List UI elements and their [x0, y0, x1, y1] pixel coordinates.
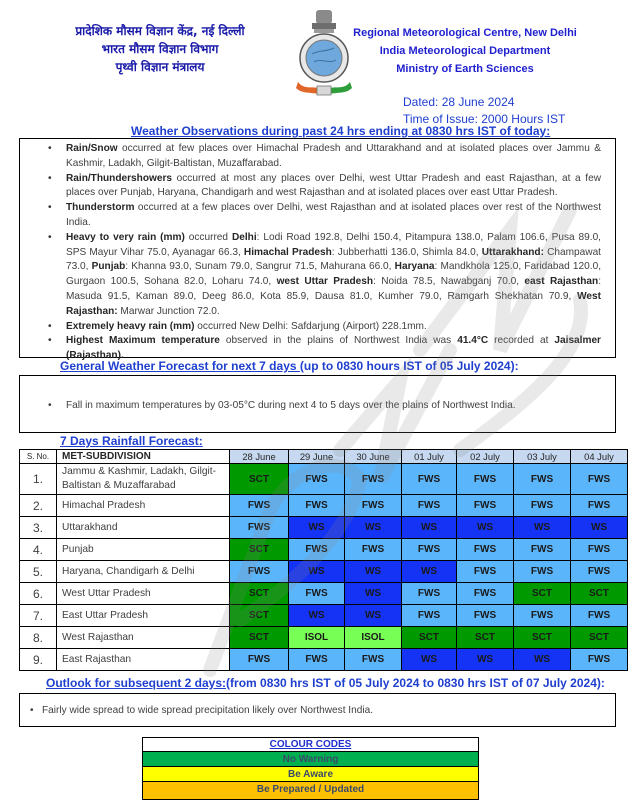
region-label: Himachal Pradesh [243, 246, 332, 258]
station-values: Noida 78.5, Nawabganj 70.0, [381, 276, 525, 288]
max-temperature-station: Jaisalmer (Rajasthan). [66, 335, 601, 362]
observations-box [19, 138, 616, 362]
table-row [20, 539, 628, 561]
english-line-2: India Meteorological Department [379, 45, 551, 57]
row-sno: 1. [20, 464, 57, 495]
forecast-cell: WS [514, 649, 571, 671]
outlook-box [19, 693, 616, 727]
forecast-cell: ISOL [289, 627, 345, 649]
legend-be-prepared: Be Prepared / Updated [143, 782, 478, 799]
forecast-box [19, 375, 616, 433]
forecast-cell: FWS [345, 649, 402, 671]
forecast-cell: FWS [571, 649, 628, 671]
observation-text: occurred [184, 231, 232, 243]
region-label: Punjab [91, 261, 126, 273]
observation-label: Heavy to very rain (mm) [66, 231, 185, 243]
forecast-cell: FWS [289, 649, 345, 671]
row-subdivision: East Uttar Pradesh [57, 605, 230, 627]
separator: : [373, 276, 382, 288]
row-sno: 7. [20, 605, 57, 627]
table-row [20, 495, 628, 517]
rainfall-table-body [20, 464, 628, 671]
forecast-cell: FWS [289, 495, 345, 517]
outlook-title [46, 676, 605, 690]
forecast-cell: FWS [571, 605, 628, 627]
forecast-cell: FWS [457, 583, 514, 605]
observation-item [48, 172, 601, 202]
table-row [20, 517, 628, 539]
region-label: Haryana [394, 261, 435, 273]
rainfall-title[interactable] [60, 434, 203, 448]
forecast-cell: FWS [571, 561, 628, 583]
forecast-cell: WS [345, 583, 402, 605]
forecast-cell: WS [289, 561, 345, 583]
forecast-cell: SCT [402, 627, 457, 649]
separator: : [331, 246, 338, 258]
forecast-cell: FWS [514, 539, 571, 561]
forecast-cell: FWS [230, 649, 289, 671]
header-date: 04 July [571, 450, 628, 464]
separator: : [598, 276, 602, 288]
forecast-item: • Fall in maximum temperatures by 03-05°C during next 4 to 5 days over the plains of Northwest India. [48, 399, 601, 413]
hindi-organisation-name [40, 22, 280, 76]
forecast-cell: FWS [402, 464, 457, 495]
english-organisation-name [340, 24, 590, 78]
forecast-cell: FWS [345, 464, 402, 495]
header-date: 30 June [345, 450, 402, 464]
forecast-cell: SCT [514, 583, 571, 605]
observation-text: occurred at most any places over Delhi, west Uttar Pradesh and east Rajasthan, at a few places over Punjab, Haryana, Chandigarh and west Rajasthan and at isolated places over east Uttar Pradesh. [66, 172, 601, 199]
observation-item [48, 142, 601, 172]
forecast-cell: WS [402, 561, 457, 583]
observation-label: Extremely heavy rain (mm) [66, 320, 195, 332]
observation-text: occurred at few places over Himachal Pradesh and Uttarakhand and at isolated places over Jammu & Kashmir, Ladakh, Gilgit-Baltistan, Muzaffarabad. [66, 143, 601, 169]
header-date: 02 July [457, 450, 514, 464]
forecast-cell: FWS [571, 539, 628, 561]
forecast-cell: FWS [571, 464, 628, 495]
forecast-cell: ISOL [345, 627, 402, 649]
observation-item [48, 320, 601, 335]
region-label: Delhi [231, 231, 257, 243]
header-date: 29 June [289, 450, 345, 464]
forecast-cell: SCT [514, 627, 571, 649]
forecast-cell: WS [457, 649, 514, 671]
row-sno: 4. [20, 539, 57, 561]
observation-item [48, 201, 601, 231]
forecast-cell: FWS [514, 561, 571, 583]
table-header-row [20, 450, 628, 464]
row-sno: 2. [20, 495, 57, 517]
table-row [20, 605, 628, 627]
row-subdivision: Himachal Pradesh [57, 495, 230, 517]
forecast-cell: FWS [289, 583, 345, 605]
station-values: Mandkhola 125.0, Faridabad 120.0, Gurgaon 100.5, Sohana 82.0, Loharu 74.0, [66, 261, 601, 288]
forecast-cell: WS [457, 517, 514, 539]
region-label: Uttarakhand: [481, 246, 544, 258]
forecast-cell: SCT [571, 627, 628, 649]
forecast-cell: FWS [514, 464, 571, 495]
row-sno: 8. [20, 627, 57, 649]
row-subdivision: Punjab [57, 539, 230, 561]
forecast-title-link[interactable]: General Weather Forecast for next 7 days [60, 359, 300, 373]
row-sno: 9. [20, 649, 57, 671]
forecast-cell: SCT [230, 464, 289, 495]
forecast-cell: FWS [345, 539, 402, 561]
station-values: Lodi Road 192.8, Delhi 150.4, Pitampura 138.0, Palam 106.6, Pusa 89.0, SPS Mayur Vihar 75.0, Ayanagar 66.3, [66, 231, 601, 258]
forecast-cell: FWS [230, 495, 289, 517]
forecast-title [60, 359, 519, 373]
forecast-cell: WS [345, 561, 402, 583]
forecast-cell: FWS [402, 583, 457, 605]
forecast-cell: FWS [514, 605, 571, 627]
forecast-cell: WS [402, 649, 457, 671]
observation-text: observed in the plains of Northwest India was [219, 335, 458, 347]
forecast-cell: FWS [402, 495, 457, 517]
row-subdivision: East Rajasthan [57, 649, 230, 671]
table-row [20, 561, 628, 583]
observation-text: occurred New Delhi: Safdarjung (Airport) 228.1mm. [194, 320, 427, 332]
forecast-cell: FWS [345, 495, 402, 517]
station-values: Khanna 93.0, Sunam 79.0, Sangrur 71.5, Mahurana 66.0, [131, 261, 395, 273]
row-subdivision: Jammu & Kashmir, Ladakh, Gilgit-Baltistan & Muzaffarabad [57, 464, 230, 495]
observation-label: Highest Maximum temperature [66, 335, 220, 347]
forecast-cell: FWS [402, 605, 457, 627]
row-subdivision: West Uttar Pradesh [57, 583, 230, 605]
station-values: Masuda 91.5, Kaman 89.0, Deeg 86.0, Kota 85.9, Dausa 81.0, Kumher 79.0, Ramgarh Shekhatan 70.9, [66, 290, 578, 302]
region-label: west Uttar Pradesh [276, 276, 374, 288]
legend-no-warning: No Warning [143, 752, 478, 767]
row-sno: 6. [20, 583, 57, 605]
hindi-line-2: भारत मौसम विज्ञान विभाग [101, 42, 219, 56]
document-header [0, 0, 628, 126]
row-subdivision: Uttarakhand [57, 517, 230, 539]
forecast-cell: WS [345, 605, 402, 627]
forecast-cell: SCT [230, 583, 289, 605]
forecast-cell: SCT [230, 539, 289, 561]
observation-text: occurred at a few places over Delhi, west Rajasthan and at isolated places over rest of the Northwest India. [66, 202, 601, 228]
row-subdivision: Haryana, Chandigarh & Delhi [57, 561, 230, 583]
forecast-cell: WS [289, 605, 345, 627]
table-row [20, 627, 628, 649]
colour-codes-legend [142, 737, 479, 800]
header-sno: S. No. [20, 450, 57, 464]
rainfall-forecast-table [19, 449, 628, 671]
hindi-line-1: प्रादेशिक मौसम विज्ञान केंद्र, नई दिल्ली [75, 24, 245, 38]
legend-be-aware: Be Aware [143, 767, 478, 782]
hindi-line-3: पृथ्वी विज्ञान मंत्रालय [115, 60, 205, 74]
forecast-cell: FWS [402, 539, 457, 561]
colour-codes-title[interactable]: COLOUR CODES [143, 738, 478, 752]
row-sno: 5. [20, 561, 57, 583]
separator: : [434, 261, 441, 273]
forecast-cell: FWS [457, 539, 514, 561]
station-values: Champawat 73.0, [66, 246, 601, 273]
forecast-cell: FWS [514, 495, 571, 517]
observation-label: Rain/Snow [66, 143, 118, 154]
forecast-cell: WS [571, 517, 628, 539]
forecast-cell: FWS [571, 495, 628, 517]
separator: : [256, 231, 264, 243]
forecast-cell: SCT [571, 583, 628, 605]
forecast-cell: FWS [230, 517, 289, 539]
header-date: 28 June [230, 450, 289, 464]
forecast-cell: WS [514, 517, 571, 539]
forecast-cell: FWS [457, 464, 514, 495]
outlook-title-period: (from 0830 hrs IST of 05 July 2024 to 0830 hrs IST of 07 July 2024): [226, 676, 605, 690]
forecast-cell: FWS [230, 561, 289, 583]
header-date: 03 July [514, 450, 571, 464]
observation-item-heavy-rain [48, 231, 601, 320]
row-subdivision: West Rajasthan [57, 627, 230, 649]
forecast-cell: FWS [457, 561, 514, 583]
forecast-cell: WS [289, 517, 345, 539]
forecast-title-period: (up to 0830 hours IST of 05 July 2024): [299, 359, 519, 373]
table-row [20, 464, 628, 495]
table-row [20, 649, 628, 671]
english-line-3: Ministry of Earth Sciences [396, 63, 534, 75]
dated-text: Dated: 28 June 2024 [403, 95, 515, 109]
forecast-cell: SCT [230, 605, 289, 627]
rainfall-title-link[interactable]: 7 Days Rainfall Forecast: [60, 434, 203, 448]
forecast-cell: FWS [457, 605, 514, 627]
observation-label: Thunderstorm [66, 202, 135, 214]
forecast-cell: SCT [457, 627, 514, 649]
forecast-cell: FWS [289, 539, 345, 561]
station-values: Marwar Junction 72.0. [120, 305, 220, 317]
observation-label: Rain/Thundershowers [66, 172, 172, 184]
forecast-cell: SCT [230, 627, 289, 649]
observations-title[interactable] [131, 124, 550, 138]
table-row [20, 583, 628, 605]
max-temperature-value: 41.4°C [457, 335, 489, 347]
forecast-cell: WS [402, 517, 457, 539]
region-label: West Rajasthan: [66, 290, 601, 317]
observation-text: recorded at [488, 335, 555, 347]
separator: : [125, 261, 132, 273]
time-of-issue: Time of Issue: 2000 Hours IST [403, 112, 566, 126]
outlook-item: • Fairly wide spread to wide spread precipitation likely over Northwest India. [30, 704, 605, 718]
header-date: 01 July [402, 450, 457, 464]
forecast-cell: WS [345, 517, 402, 539]
station-values: Jubberhatti 136.0, Shimla 84.0, [337, 246, 482, 258]
outlook-title-link[interactable]: Outlook for subsequent 2 days: [46, 676, 227, 690]
forecast-cell: FWS [457, 495, 514, 517]
observations-title-link[interactable]: Weather Observations during past 24 hrs ending at 0830 hrs IST of today: [131, 124, 551, 138]
header-subdivision: MET-SUBDIVISION [57, 450, 230, 464]
forecast-cell: FWS [289, 464, 345, 495]
row-sno: 3. [20, 517, 57, 539]
english-line-1: Regional Meteorological Centre, New Delhi [353, 27, 577, 39]
region-label: east Rajasthan [524, 276, 599, 288]
